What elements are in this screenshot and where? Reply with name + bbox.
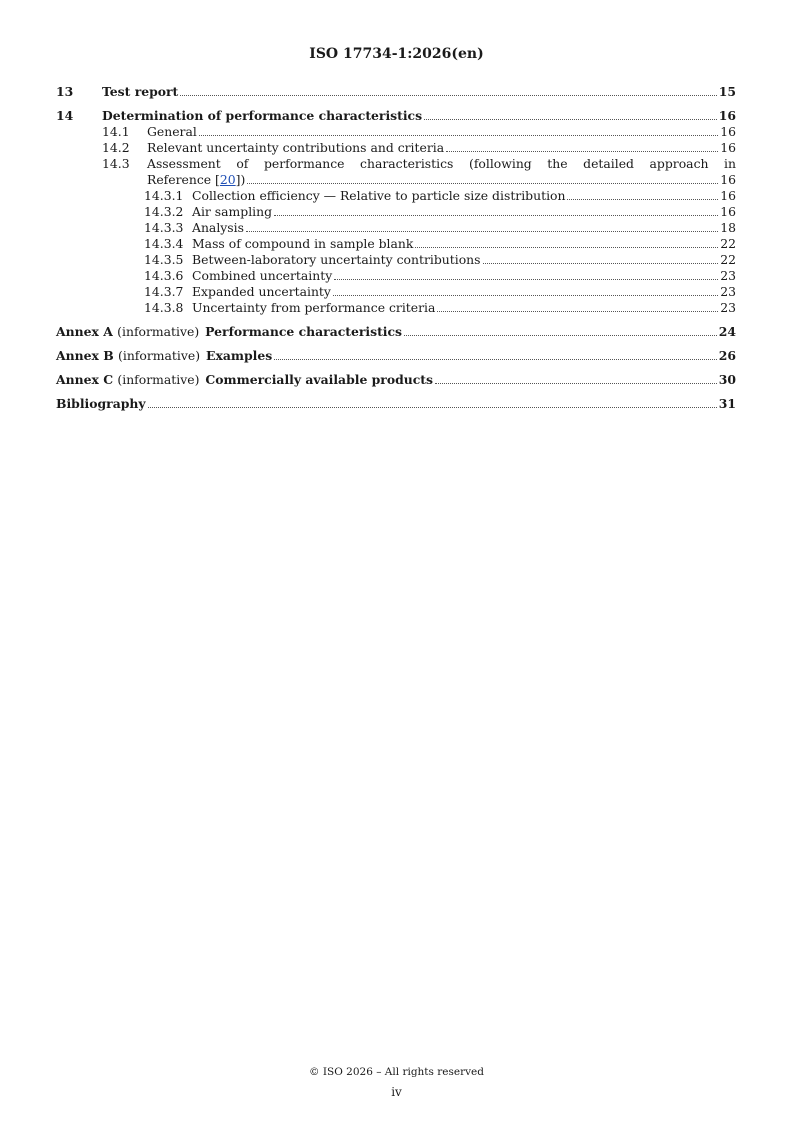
toc-title: Uncertainty from performance criteria	[192, 300, 436, 315]
toc-entry-14-3-1[interactable]	[56, 188, 736, 204]
toc-title: Between-laboratory uncertainty contributions	[192, 252, 481, 267]
table-of-contents	[56, 84, 736, 412]
dot-leader	[424, 119, 717, 120]
toc-title: Annex A (informative) Performance characteristics	[56, 324, 403, 339]
toc-entry-14-3-5[interactable]	[56, 252, 736, 268]
toc-page: 23	[720, 284, 736, 299]
toc-title: Determination of performance characteristics	[102, 108, 423, 123]
toc-title: General	[147, 124, 197, 139]
toc-number: 14.3.3	[144, 220, 184, 235]
dot-leader	[567, 199, 718, 200]
toc-entry-14-2[interactable]	[56, 140, 736, 156]
toc-title: Combined uncertainty	[192, 268, 333, 283]
toc-number: 14.3.8	[144, 300, 184, 315]
toc-entry-14-3-4[interactable]	[56, 236, 736, 252]
toc-entry-14[interactable]	[56, 108, 736, 124]
dot-leader	[446, 151, 718, 152]
toc-title: Expanded uncertainty	[192, 284, 331, 299]
page-number: iv	[391, 1085, 402, 1099]
toc-title: Bibliography	[56, 396, 146, 411]
toc-number: 14.3.1	[144, 188, 184, 203]
dot-leader	[274, 359, 717, 360]
toc-page: 18	[720, 220, 736, 235]
toc-number: 14.1	[102, 124, 130, 139]
toc-title-line-2: Reference [20])	[147, 172, 246, 187]
toc-page: 22	[720, 236, 736, 251]
toc-number: 14.3.5	[144, 252, 184, 267]
dot-leader	[435, 383, 717, 384]
toc-page: 16	[720, 140, 736, 155]
toc-entry-14-1[interactable]	[56, 124, 736, 140]
toc-page: 16	[718, 108, 736, 123]
toc-number: 14	[56, 108, 74, 123]
dot-leader	[483, 263, 719, 264]
toc-title: Analysis	[192, 220, 244, 235]
toc-number: 14.3.2	[144, 204, 184, 219]
toc-number: 14.3	[102, 156, 130, 171]
dot-leader	[333, 295, 718, 296]
toc-entry-14-3-6[interactable]	[56, 268, 736, 284]
dot-leader	[334, 279, 718, 280]
toc-entry-13[interactable]	[56, 84, 736, 100]
toc-title: Collection efficiency — Relative to particle size distribution	[192, 188, 566, 203]
toc-page: 22	[720, 252, 736, 267]
dot-leader	[247, 183, 718, 184]
toc-page: 15	[718, 84, 736, 99]
dot-leader	[274, 215, 718, 216]
toc-page: 16	[720, 188, 736, 203]
toc-entry-14-3-2[interactable]	[56, 204, 736, 220]
dot-leader	[415, 247, 718, 248]
toc-page: 16	[720, 124, 736, 139]
toc-entry-annex-b[interactable]	[56, 348, 736, 364]
copyright-footer: © ISO 2026 – All rights reserved	[309, 1066, 484, 1078]
toc-entry-bibliography[interactable]	[56, 396, 736, 412]
toc-entry-annex-a[interactable]	[56, 324, 736, 340]
toc-entry-14-3[interactable]	[56, 156, 736, 188]
dot-leader	[404, 335, 717, 336]
toc-title: Air sampling	[192, 204, 273, 219]
toc-title: Relevant uncertainty contributions and criteria	[147, 140, 445, 155]
toc-entry-14-3-3[interactable]	[56, 220, 736, 236]
toc-title: Test report	[102, 84, 179, 99]
toc-page: 16	[720, 204, 736, 219]
dot-leader	[199, 135, 718, 136]
toc-page: 23	[720, 300, 736, 315]
toc-title: Annex B (informative) Examples	[56, 348, 273, 363]
toc-number: 14.2	[102, 140, 130, 155]
toc-page: 31	[718, 396, 736, 411]
toc-entry-14-3-7[interactable]	[56, 284, 736, 300]
toc-page: 16	[720, 172, 736, 187]
toc-number: 14.3.7	[144, 284, 184, 299]
toc-title-line-1: Assessment of performance characteristics (following the detailed approach in	[147, 156, 736, 171]
dot-leader	[246, 231, 718, 232]
toc-entry-annex-c[interactable]	[56, 372, 736, 388]
dot-leader	[148, 407, 717, 408]
dot-leader	[437, 311, 718, 312]
toc-number: 14.3.4	[144, 236, 184, 251]
toc-number: 14.3.6	[144, 268, 184, 283]
toc-page: 26	[718, 348, 736, 363]
toc-title: Mass of compound in sample blank	[192, 236, 414, 251]
toc-number: 13	[56, 84, 74, 99]
toc-title: Annex C (informative) Commercially available products	[56, 372, 434, 387]
toc-page: 23	[720, 268, 736, 283]
document-header: ISO 17734-1:2026(en)	[309, 46, 484, 62]
toc-page: 24	[718, 324, 736, 339]
reference-link[interactable]: 20	[219, 172, 236, 187]
dot-leader	[180, 95, 716, 96]
toc-page: 30	[718, 372, 736, 387]
toc-entry-14-3-8[interactable]	[56, 300, 736, 316]
